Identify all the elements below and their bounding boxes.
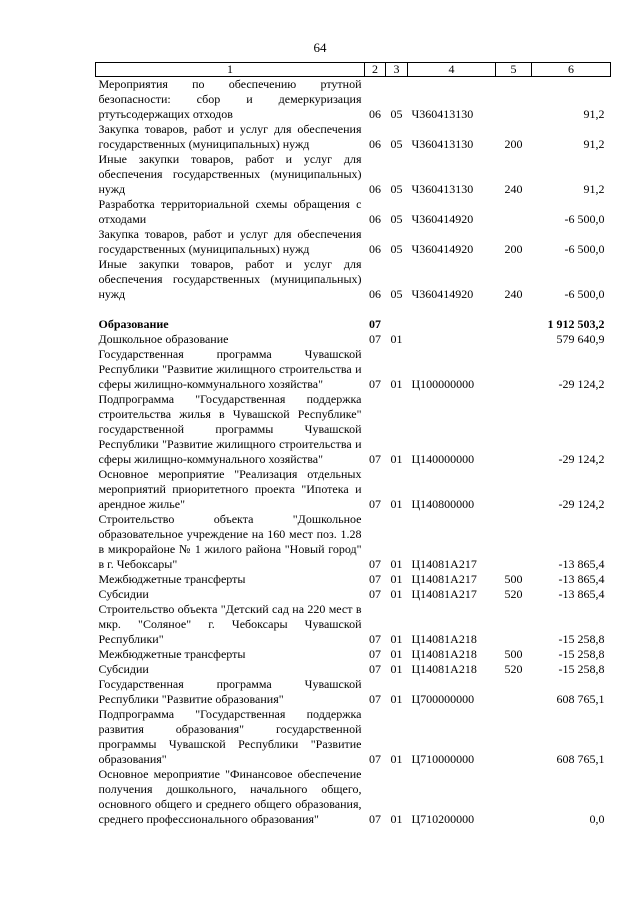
row-subsection: 05 — [390, 107, 403, 121]
table-row — [96, 572, 611, 587]
row-amount: -13 865,4 — [558, 572, 605, 586]
header-col-2: 2 — [365, 63, 386, 77]
row-subsection: 01 — [390, 557, 403, 571]
row-section: 07 — [369, 557, 381, 571]
row-amount: 91,2 — [583, 182, 605, 196]
table-row — [96, 257, 611, 302]
header-col-6: 6 — [532, 63, 611, 77]
row-amount: -29 124,2 — [558, 452, 605, 466]
table-row — [96, 347, 611, 392]
header-col-4: 4 — [408, 63, 496, 77]
row-amount: -15 258,8 — [558, 647, 605, 661]
row-target-code: Ц140000000 — [411, 452, 475, 466]
row-section: 07 — [369, 452, 381, 466]
row-target-code: Ч360413130 — [411, 182, 474, 196]
row-section: 07 — [369, 332, 381, 346]
row-amount: -29 124,2 — [558, 497, 605, 511]
row-target-code: Ч360414920 — [411, 287, 474, 301]
row-name: Иные закупки товаров, работ и услуг для обеспечения государственных (муниципальных) нужд — [98, 152, 362, 196]
row-subsection: 01 — [390, 452, 403, 466]
row-name: Субсидии — [98, 587, 149, 601]
row-expense-type: 240 — [504, 287, 523, 301]
row-name: Подпрограмма "Государственная поддержка строительства жилья в Чувашской Республике" государственной программы Чувашской Республики "Развитие жилищного строительства и сферы жилищно-коммунального хозяйства" — [98, 392, 362, 466]
page-number: 64 — [313, 40, 327, 55]
row-section: 07 — [369, 377, 381, 391]
row-amount: -6 500,0 — [564, 242, 605, 256]
row-amount: 91,2 — [583, 137, 605, 151]
row-subsection: 01 — [390, 497, 403, 511]
row-name: Иные закупки товаров, работ и услуг для обеспечения государственных (муниципальных) нужд — [98, 257, 362, 301]
row-expense-type: 520 — [504, 662, 523, 676]
row-expense-type — [496, 677, 532, 707]
row-subsection: 01 — [390, 377, 403, 391]
row-section: 06 — [369, 242, 381, 256]
header-col-3: 3 — [386, 63, 408, 77]
row-name: Строительство объекта "Дошкольное образовательное учреждение на 160 мест поз. 1.28 в микрорайоне № 1 жилого района "Новый город" в г. Чебоксары" — [98, 512, 362, 571]
row-section: 06 — [369, 212, 381, 226]
row-subsection: 05 — [390, 182, 403, 196]
row-name: Закупка товаров, работ и услуг для обеспечения государственных (муниципальных) нужд — [98, 122, 362, 151]
row-expense-type — [496, 347, 532, 392]
table-body — [96, 77, 611, 828]
row-amount: 1 912 503,2 — [547, 317, 605, 331]
row-subsection: 05 — [390, 212, 403, 226]
table-row — [96, 122, 611, 152]
row-name: Строительство объекта "Детский сад на 220 мест в мкр. "Соляное" г. Чебоксары Чувашской Республики" — [98, 602, 362, 646]
row-expense-type — [496, 512, 532, 572]
row-subsection — [386, 317, 408, 332]
row-amount: -15 258,8 — [558, 632, 605, 646]
row-target-code: Ч360413130 — [411, 137, 474, 151]
row-section: 07 — [369, 662, 381, 676]
row-name: Основное мероприятие "Финансовое обеспечение получения дошкольного, начального общего, основного общего и среднего общего образования, среднего профессионального образования" — [98, 767, 362, 826]
row-name: Государственная программа Чувашской Республики "Развитие жилищного строительства и сферы жилищно-коммунального хозяйства" — [98, 347, 362, 391]
row-section: 06 — [369, 287, 381, 301]
row-amount: -6 500,0 — [564, 212, 605, 226]
table-row — [96, 647, 611, 662]
table-row — [96, 602, 611, 647]
row-name: Основное мероприятие "Реализация отдельных мероприятий приоритетного проекта "Ипотека и арендное жилье" — [98, 467, 362, 511]
table-row — [96, 677, 611, 707]
budget-table — [95, 62, 611, 827]
row-subsection: 01 — [390, 692, 403, 706]
row-target-code: Ц14081А217 — [411, 572, 477, 586]
row-amount: -15 258,8 — [558, 662, 605, 676]
row-section: 07 — [369, 587, 381, 601]
row-target-code: Ц14081А218 — [411, 662, 477, 676]
row-section: 07 — [369, 317, 381, 331]
row-amount: 0,0 — [589, 812, 605, 826]
row-expense-type — [496, 392, 532, 467]
row-expense-type — [496, 767, 532, 827]
row-name: Образование — [98, 317, 169, 331]
row-name: Закупка товаров, работ и услуг для обеспечения государственных (муниципальных) нужд — [98, 227, 362, 256]
row-amount: 608 765,1 — [556, 692, 605, 706]
row-section: 07 — [369, 752, 381, 766]
row-section: 07 — [369, 812, 381, 826]
table-row — [96, 707, 611, 767]
row-section: 07 — [369, 572, 381, 586]
table-row — [96, 317, 611, 332]
row-target-code: Ц140800000 — [411, 497, 475, 511]
row-section: 06 — [369, 137, 381, 151]
row-amount: 608 765,1 — [556, 752, 605, 766]
row-subsection: 05 — [390, 137, 403, 151]
row-target-code: Ц14081А217 — [411, 557, 477, 571]
row-expense-type: 200 — [504, 137, 523, 151]
row-subsection: 01 — [390, 752, 403, 766]
table-row — [96, 152, 611, 197]
row-section: 07 — [369, 647, 381, 661]
table-row — [96, 197, 611, 227]
row-subsection: 01 — [390, 812, 403, 826]
row-target-code: Ц100000000 — [411, 377, 475, 391]
row-name: Разработка территориальной схемы обращения с отходами — [98, 197, 362, 226]
row-section: 07 — [369, 692, 381, 706]
row-target-code: Ц14081А217 — [411, 587, 477, 601]
row-subsection: 01 — [390, 332, 403, 346]
row-expense-type — [496, 332, 532, 347]
row-expense-type: 500 — [504, 647, 523, 661]
row-amount: 91,2 — [583, 107, 605, 121]
table-row — [96, 587, 611, 602]
row-expense-type: 520 — [504, 587, 523, 601]
row-amount: 579 640,9 — [556, 332, 605, 346]
row-subsection: 05 — [390, 287, 403, 301]
table-row — [96, 77, 611, 123]
row-name: Дошкольное образование — [98, 332, 229, 346]
row-expense-type — [496, 467, 532, 512]
table-row — [96, 392, 611, 467]
spacer-row — [96, 302, 611, 317]
row-subsection: 05 — [390, 242, 403, 256]
row-expense-type — [496, 602, 532, 647]
row-subsection: 01 — [390, 662, 403, 676]
row-section: 07 — [369, 632, 381, 646]
row-expense-type — [496, 707, 532, 767]
row-section: 07 — [369, 497, 381, 511]
row-expense-type: 200 — [504, 242, 523, 256]
row-target-code: Ц14081А218 — [411, 647, 477, 661]
table-row — [96, 467, 611, 512]
row-name: Подпрограмма "Государственная поддержка развития образования" государственной программы Чувашской Республики "Развитие образования" — [98, 707, 362, 766]
row-subsection: 01 — [390, 587, 403, 601]
row-name: Межбюджетные трансферты — [98, 572, 246, 586]
row-target-code: Ц710000000 — [411, 752, 475, 766]
row-target-code — [408, 332, 496, 347]
table-row — [96, 767, 611, 827]
row-target-code: Ц14081А218 — [411, 632, 477, 646]
row-amount: -6 500,0 — [564, 287, 605, 301]
row-amount: -13 865,4 — [558, 557, 605, 571]
row-expense-type — [496, 317, 532, 332]
row-target-code: Ч360413130 — [411, 107, 474, 121]
row-subsection: 01 — [390, 647, 403, 661]
table-row — [96, 512, 611, 572]
header-row — [96, 63, 611, 77]
row-expense-type — [496, 77, 532, 123]
row-name: Субсидии — [98, 662, 149, 676]
row-target-code: Ц700000000 — [411, 692, 475, 706]
spacer-cell — [96, 302, 611, 317]
table-row — [96, 332, 611, 347]
row-subsection: 01 — [390, 572, 403, 586]
row-name: Межбюджетные трансферты — [98, 647, 246, 661]
row-name: Мероприятия по обеспечению ртутной безопасности: сбор и демеркуризация ртутьсодержащих отходов — [98, 77, 362, 121]
row-amount: -29 124,2 — [558, 377, 605, 391]
row-amount: -13 865,4 — [558, 587, 605, 601]
row-expense-type: 500 — [504, 572, 523, 586]
row-target-code: Ч360414920 — [411, 242, 474, 256]
table-row — [96, 227, 611, 257]
row-expense-type — [496, 197, 532, 227]
header-col-5: 5 — [496, 63, 532, 77]
row-section: 06 — [369, 107, 381, 121]
header-col-1: 1 — [96, 63, 365, 77]
row-target-code: Ц710200000 — [411, 812, 475, 826]
row-name: Государственная программа Чувашской Республики "Развитие образования" — [98, 677, 362, 706]
row-target-code: Ч360414920 — [411, 212, 474, 226]
table-row — [96, 662, 611, 677]
row-expense-type: 240 — [504, 182, 523, 196]
row-target-code — [408, 317, 496, 332]
row-section: 06 — [369, 182, 381, 196]
row-subsection: 01 — [390, 632, 403, 646]
